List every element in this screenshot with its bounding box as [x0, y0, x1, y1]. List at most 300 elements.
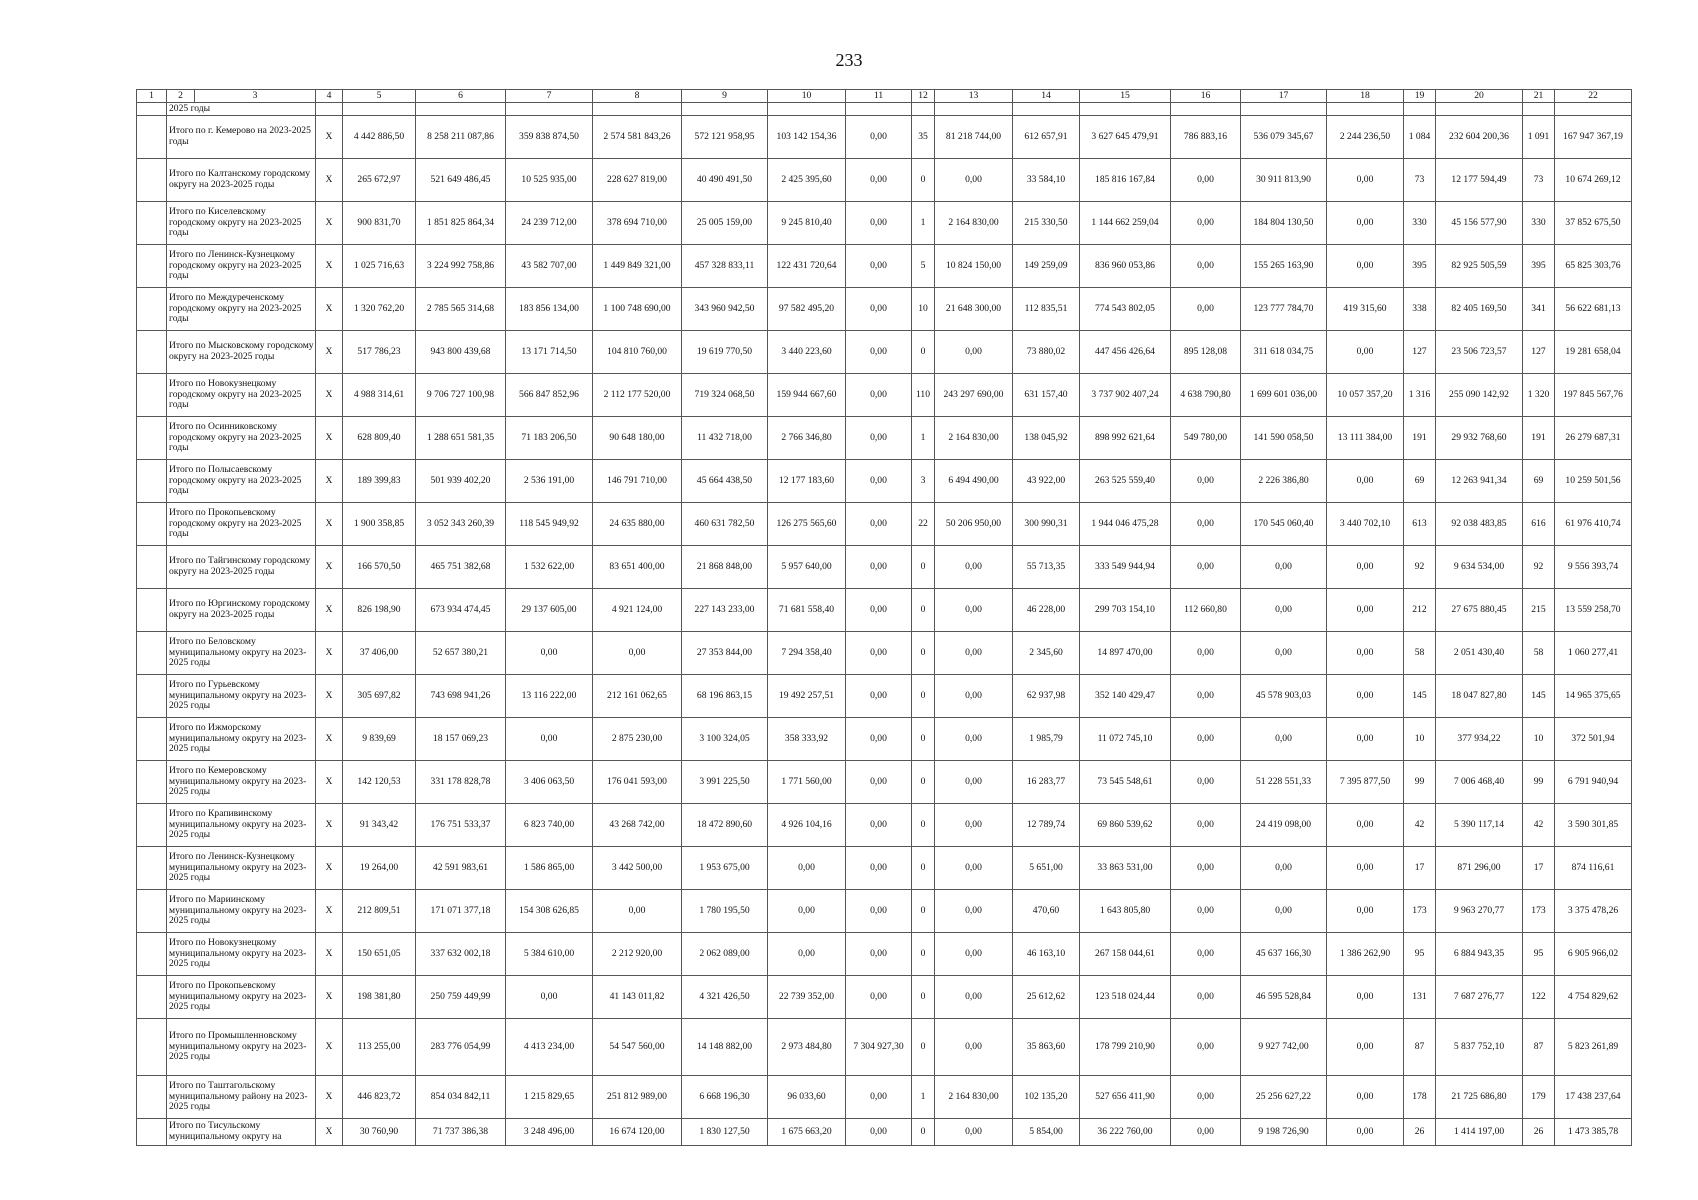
table-cell-c18: 0,00 — [1327, 847, 1404, 890]
column-header: 2 — [167, 90, 195, 103]
table-cell-c7: 5 384 610,00 — [506, 933, 593, 976]
table-cell-c6: 854 034 842,11 — [416, 1076, 506, 1119]
table-cell-c12: 0 — [912, 1019, 935, 1076]
table-cell-c22: 5 823 261,89 — [1555, 1019, 1632, 1076]
table-cell-c7: 3 406 063,50 — [506, 761, 593, 804]
table-cell-c14: 138 045,92 — [1013, 417, 1080, 460]
table-cell-c9: 4 321 426,50 — [682, 976, 768, 1019]
table-cell-c18: 0,00 — [1327, 546, 1404, 589]
table-cell-c4: X — [316, 116, 343, 159]
row-name: Итого по Беловскому муниципальному округу на 2023-2025 годы — [167, 632, 316, 675]
table-cell-c12: 0 — [912, 761, 935, 804]
table-cell-c16: 0,00 — [1171, 890, 1241, 933]
table-cell-c6: 9 706 727 100,98 — [416, 374, 506, 417]
table-cell-c14: 73 880,02 — [1013, 331, 1080, 374]
table-cell-c20: 18 047 827,80 — [1436, 675, 1523, 718]
table-row — [137, 202, 1632, 245]
column-header: 9 — [682, 90, 768, 103]
column-header: 11 — [846, 90, 912, 103]
continuation-row — [137, 103, 1632, 116]
table-cell-c19: 10 — [1404, 718, 1436, 761]
table-cell-c16: 0,00 — [1171, 159, 1241, 202]
table-cell-c8: 2 875 230,00 — [593, 718, 682, 761]
table-cell-c5: 265 672,97 — [343, 159, 416, 202]
table-cell-c10: 1 771 560,00 — [768, 761, 846, 804]
table-cell-c19: 178 — [1404, 1076, 1436, 1119]
table-cell-c13: 10 824 150,00 — [935, 245, 1013, 288]
table-cell-c13: 0,00 — [935, 804, 1013, 847]
table-cell — [137, 847, 167, 890]
table-cell-c6: 2 785 565 314,68 — [416, 288, 506, 331]
table-cell-c11: 0,00 — [846, 417, 912, 460]
table-cell-c8: 378 694 710,00 — [593, 202, 682, 245]
table-cell-c18: 2 244 236,50 — [1327, 116, 1404, 159]
table-cell-c10: 122 431 720,64 — [768, 245, 846, 288]
table-cell-c10: 0,00 — [768, 890, 846, 933]
table-cell-c21: 1 091 — [1523, 116, 1555, 159]
table-cell-c13: 21 648 300,00 — [935, 288, 1013, 331]
table-cell — [137, 675, 167, 718]
table-cell-c12: 0 — [912, 675, 935, 718]
table-cell-c8: 228 627 819,00 — [593, 159, 682, 202]
table-cell-c19: 73 — [1404, 159, 1436, 202]
table-row — [137, 1119, 1632, 1146]
table-cell-c15: 263 525 559,40 — [1080, 460, 1171, 503]
table-cell-c9: 2 062 089,00 — [682, 933, 768, 976]
table-cell — [137, 546, 167, 589]
table-cell-c9: 227 143 233,00 — [682, 589, 768, 632]
table-cell — [137, 1119, 167, 1146]
table-cell-c19: 173 — [1404, 890, 1436, 933]
table-cell-c12: 110 — [912, 374, 935, 417]
table-cell-c22: 61 976 410,74 — [1555, 503, 1632, 546]
table-cell-c21: 73 — [1523, 159, 1555, 202]
table-cell-c8: 16 674 120,00 — [593, 1119, 682, 1146]
table-cell-c13: 0,00 — [935, 761, 1013, 804]
table-cell-c5: 37 406,00 — [343, 632, 416, 675]
table-cell — [137, 331, 167, 374]
table-cell-c9: 27 353 844,00 — [682, 632, 768, 675]
table-cell-c6: 3 224 992 758,86 — [416, 245, 506, 288]
table-cell-c15: 1 643 805,80 — [1080, 890, 1171, 933]
row-name: Итого по Прокопьевскому муниципальному округу на 2023-2025 годы — [167, 976, 316, 1019]
table-cell-c11: 7 304 927,30 — [846, 1019, 912, 1076]
table-cell-c6: 3 052 343 260,39 — [416, 503, 506, 546]
table-cell-c14: 46 228,00 — [1013, 589, 1080, 632]
table-cell-c15: 333 549 944,94 — [1080, 546, 1171, 589]
table-cell-c5: 305 697,82 — [343, 675, 416, 718]
table-cell-c9: 1 780 195,50 — [682, 890, 768, 933]
table-cell-c12: 0 — [912, 159, 935, 202]
table-cell-c10: 5 957 640,00 — [768, 546, 846, 589]
table-cell-c19: 395 — [1404, 245, 1436, 288]
table-row — [137, 116, 1632, 159]
table-cell-c12: 1 — [912, 1076, 935, 1119]
table-cell-c15: 14 897 470,00 — [1080, 632, 1171, 675]
table-cell-c16: 549 780,00 — [1171, 417, 1241, 460]
table-cell-c14: 55 713,35 — [1013, 546, 1080, 589]
table-cell-c14: 33 584,10 — [1013, 159, 1080, 202]
table-cell-c5: 91 343,42 — [343, 804, 416, 847]
row-name: Итого по г. Кемерово на 2023-2025 годы — [167, 116, 316, 159]
table-cell-c9: 21 868 848,00 — [682, 546, 768, 589]
table-cell-c17: 0,00 — [1241, 847, 1327, 890]
table-cell-c5: 4 988 314,61 — [343, 374, 416, 417]
table-row — [137, 761, 1632, 804]
table-cell-c12: 0 — [912, 632, 935, 675]
table-cell-c20: 9 963 270,77 — [1436, 890, 1523, 933]
table-cell-c11: 0,00 — [846, 933, 912, 976]
table-cell-c19: 87 — [1404, 1019, 1436, 1076]
table-cell-c19: 145 — [1404, 675, 1436, 718]
table-cell — [1404, 103, 1436, 116]
table-cell-c4: X — [316, 1076, 343, 1119]
table-cell — [137, 804, 167, 847]
table-cell-c11: 0,00 — [846, 116, 912, 159]
table-cell-c18: 0,00 — [1327, 632, 1404, 675]
table-cell-c10: 1 675 663,20 — [768, 1119, 846, 1146]
table-cell-c4: X — [316, 804, 343, 847]
column-header: 19 — [1404, 90, 1436, 103]
table-cell-c5: 19 264,00 — [343, 847, 416, 890]
table-cell-c10: 2 766 346,80 — [768, 417, 846, 460]
table-cell-c19: 1 316 — [1404, 374, 1436, 417]
table-cell-c10: 19 492 257,51 — [768, 675, 846, 718]
table-cell-c22: 197 845 567,76 — [1555, 374, 1632, 417]
column-header: 7 — [506, 90, 593, 103]
table-cell-c16: 0,00 — [1171, 1076, 1241, 1119]
table-cell-c14: 470,60 — [1013, 890, 1080, 933]
table-cell-c15: 352 140 429,47 — [1080, 675, 1171, 718]
table-cell-c16: 0,00 — [1171, 675, 1241, 718]
table-cell-c19: 131 — [1404, 976, 1436, 1019]
table-cell-c9: 11 432 718,00 — [682, 417, 768, 460]
table-cell-c16: 0,00 — [1171, 546, 1241, 589]
table-cell-c15: 69 860 539,62 — [1080, 804, 1171, 847]
table-cell-c15: 36 222 760,00 — [1080, 1119, 1171, 1146]
table-cell-c16: 0,00 — [1171, 976, 1241, 1019]
row-name: Итого по Ижморскому муниципальному округу на 2023-2025 годы — [167, 718, 316, 761]
table-cell-c15: 299 703 154,10 — [1080, 589, 1171, 632]
table-cell-c22: 10 259 501,56 — [1555, 460, 1632, 503]
table-row — [137, 804, 1632, 847]
table-cell-c11: 0,00 — [846, 675, 912, 718]
table-cell-c9: 3 991 225,50 — [682, 761, 768, 804]
table-cell-c17: 123 777 784,70 — [1241, 288, 1327, 331]
table-cell-c11: 0,00 — [846, 976, 912, 1019]
table-cell-c20: 6 884 943,35 — [1436, 933, 1523, 976]
table-cell-c4: X — [316, 288, 343, 331]
table-cell-c21: 17 — [1523, 847, 1555, 890]
table-cell-c20: 27 675 880,45 — [1436, 589, 1523, 632]
table-cell-c16: 0,00 — [1171, 245, 1241, 288]
table-cell-c17: 0,00 — [1241, 546, 1327, 589]
table-cell-c10: 358 333,92 — [768, 718, 846, 761]
table-cell-c15: 11 072 745,10 — [1080, 718, 1171, 761]
table-cell-c17: 9 927 742,00 — [1241, 1019, 1327, 1076]
table-cell-c15: 178 799 210,90 — [1080, 1019, 1171, 1076]
table-cell-c9: 18 472 890,60 — [682, 804, 768, 847]
table-cell-c19: 42 — [1404, 804, 1436, 847]
table-cell-c14: 300 990,31 — [1013, 503, 1080, 546]
table-cell-c15: 73 545 548,61 — [1080, 761, 1171, 804]
table-cell-c7: 566 847 852,96 — [506, 374, 593, 417]
table-cell-c20: 232 604 200,36 — [1436, 116, 1523, 159]
table-cell-c20: 92 038 483,85 — [1436, 503, 1523, 546]
table-cell-c17: 155 265 163,90 — [1241, 245, 1327, 288]
table-cell-c5: 150 651,05 — [343, 933, 416, 976]
table-cell-c4: X — [316, 761, 343, 804]
table-cell-c14: 102 135,20 — [1013, 1076, 1080, 1119]
table-cell — [137, 503, 167, 546]
table-cell — [137, 460, 167, 503]
table-cell-c21: 395 — [1523, 245, 1555, 288]
table-cell-c5: 30 760,90 — [343, 1119, 416, 1146]
table-cell-c19: 95 — [1404, 933, 1436, 976]
table-cell-c9: 572 121 958,95 — [682, 116, 768, 159]
table-cell-c7: 1 215 829,65 — [506, 1076, 593, 1119]
table-cell-c17: 2 226 386,80 — [1241, 460, 1327, 503]
table-cell-c16: 0,00 — [1171, 632, 1241, 675]
table-cell-c5: 9 839,69 — [343, 718, 416, 761]
table-row — [137, 546, 1632, 589]
column-number-row — [137, 90, 1632, 103]
table-cell-c6: 71 737 386,38 — [416, 1119, 506, 1146]
table-cell-c16: 112 660,80 — [1171, 589, 1241, 632]
table-cell-c10: 126 275 565,60 — [768, 503, 846, 546]
table-cell-c7: 2 536 191,00 — [506, 460, 593, 503]
table-row — [137, 890, 1632, 933]
row-name: Итого по Ленинск-Кузнецкому муниципальному округу на 2023-2025 годы — [167, 847, 316, 890]
table-cell-c8: 146 791 710,00 — [593, 460, 682, 503]
table-row — [137, 245, 1632, 288]
table-cell-c12: 1 — [912, 202, 935, 245]
table-cell-c5: 1 900 358,85 — [343, 503, 416, 546]
table-cell — [593, 103, 682, 116]
table-cell-c20: 45 156 577,90 — [1436, 202, 1523, 245]
table-cell-c22: 9 556 393,74 — [1555, 546, 1632, 589]
table-cell-c8: 24 635 880,00 — [593, 503, 682, 546]
table-cell-c13: 6 494 490,00 — [935, 460, 1013, 503]
table-cell-c13: 2 164 830,00 — [935, 417, 1013, 460]
table-cell-c7: 43 582 707,00 — [506, 245, 593, 288]
table-cell-c20: 2 051 430,40 — [1436, 632, 1523, 675]
table-cell-c21: 215 — [1523, 589, 1555, 632]
table-cell-c11: 0,00 — [846, 1076, 912, 1119]
table-cell-c12: 22 — [912, 503, 935, 546]
table-cell-c8: 2 212 920,00 — [593, 933, 682, 976]
table-cell-c11: 0,00 — [846, 374, 912, 417]
table-cell-c15: 3 737 902 407,24 — [1080, 374, 1171, 417]
table-cell-c10: 96 033,60 — [768, 1076, 846, 1119]
table-row — [137, 417, 1632, 460]
table-cell — [1555, 103, 1632, 116]
table-cell — [137, 245, 167, 288]
table-row — [137, 331, 1632, 374]
table-cell-c20: 7 006 468,40 — [1436, 761, 1523, 804]
table-cell-c6: 337 632 002,18 — [416, 933, 506, 976]
table-cell-c17: 0,00 — [1241, 632, 1327, 675]
table-cell-c8: 2 574 581 843,26 — [593, 116, 682, 159]
row-name: Итого по Крапивинскому муниципальному округу на 2023-2025 годы — [167, 804, 316, 847]
column-header: 6 — [416, 90, 506, 103]
table-cell-c11: 0,00 — [846, 331, 912, 374]
table-cell-c10: 2 973 484,80 — [768, 1019, 846, 1076]
table-cell-c22: 37 852 675,50 — [1555, 202, 1632, 245]
table-cell — [137, 202, 167, 245]
table-cell-c20: 29 932 768,60 — [1436, 417, 1523, 460]
table-cell-c20: 12 263 941,34 — [1436, 460, 1523, 503]
table-row — [137, 718, 1632, 761]
table-cell-c13: 0,00 — [935, 331, 1013, 374]
column-header: 20 — [1436, 90, 1523, 103]
table-cell-c9: 460 631 782,50 — [682, 503, 768, 546]
table-cell — [137, 890, 167, 933]
table-cell-c18: 0,00 — [1327, 1019, 1404, 1076]
table-cell-c8: 83 651 400,00 — [593, 546, 682, 589]
table-cell-c18: 1 386 262,90 — [1327, 933, 1404, 976]
table-cell-c10: 97 582 495,20 — [768, 288, 846, 331]
row-name: Итого по Новокузнецкому муниципальному округу на 2023-2025 годы — [167, 933, 316, 976]
column-header: 1 — [137, 90, 167, 103]
table-cell-c10: 7 294 358,40 — [768, 632, 846, 675]
table-cell-c11: 0,00 — [846, 890, 912, 933]
table-cell-c21: 191 — [1523, 417, 1555, 460]
table-cell-c16: 786 883,16 — [1171, 116, 1241, 159]
table-cell-c18: 0,00 — [1327, 1119, 1404, 1146]
column-header: 22 — [1555, 90, 1632, 103]
table-cell-c17: 45 637 166,30 — [1241, 933, 1327, 976]
table-cell-c22: 3 590 301,85 — [1555, 804, 1632, 847]
table-cell — [137, 761, 167, 804]
table-cell-c12: 0 — [912, 890, 935, 933]
table-cell-c16: 0,00 — [1171, 718, 1241, 761]
table-cell-c7: 71 183 206,50 — [506, 417, 593, 460]
table-cell-c14: 5 854,00 — [1013, 1119, 1080, 1146]
table-cell-c12: 3 — [912, 460, 935, 503]
table-cell-c19: 58 — [1404, 632, 1436, 675]
table-cell-c14: 35 863,60 — [1013, 1019, 1080, 1076]
table-cell-c12: 0 — [912, 546, 935, 589]
table-cell-c21: 99 — [1523, 761, 1555, 804]
column-header: 14 — [1013, 90, 1080, 103]
table-cell-c4: X — [316, 503, 343, 546]
table-cell-c7: 0,00 — [506, 718, 593, 761]
table-cell-c9: 25 005 159,00 — [682, 202, 768, 245]
table-cell-c13: 0,00 — [935, 847, 1013, 890]
row-name: Итого по Кемеровскому муниципальному округу на 2023-2025 годы — [167, 761, 316, 804]
table-row — [137, 159, 1632, 202]
table-cell-c15: 836 960 053,86 — [1080, 245, 1171, 288]
table-cell-c19: 212 — [1404, 589, 1436, 632]
row-name: Итого по Киселевскому городскому округу на 2023-2025 годы — [167, 202, 316, 245]
table-cell-c18: 419 315,60 — [1327, 288, 1404, 331]
table-cell-c12: 0 — [912, 847, 935, 890]
table-cell-c7: 24 239 712,00 — [506, 202, 593, 245]
table-cell-c19: 338 — [1404, 288, 1436, 331]
column-header: 4 — [316, 90, 343, 103]
table-cell — [316, 103, 343, 116]
table-cell-c8: 43 268 742,00 — [593, 804, 682, 847]
table-cell-c15: 447 456 426,64 — [1080, 331, 1171, 374]
table-cell-c7: 1 586 865,00 — [506, 847, 593, 890]
table-row — [137, 1076, 1632, 1119]
table-cell-c13: 243 297 690,00 — [935, 374, 1013, 417]
table-cell-c21: 173 — [1523, 890, 1555, 933]
table-cell-c15: 1 144 662 259,04 — [1080, 202, 1171, 245]
table-cell-c7: 0,00 — [506, 632, 593, 675]
table-cell-c7: 13 171 714,50 — [506, 331, 593, 374]
table-cell-c11: 0,00 — [846, 245, 912, 288]
table-row — [137, 847, 1632, 890]
table-cell-c20: 21 725 686,80 — [1436, 1076, 1523, 1119]
row-name: Итого по Мысковскому городскому округу на 2023-2025 годы — [167, 331, 316, 374]
table-cell-c20: 82 405 169,50 — [1436, 288, 1523, 331]
table-cell-c10: 4 926 104,16 — [768, 804, 846, 847]
table-cell-c21: 26 — [1523, 1119, 1555, 1146]
table-cell-c10: 0,00 — [768, 847, 846, 890]
table-cell-c10: 159 944 667,60 — [768, 374, 846, 417]
table-cell-c8: 104 810 760,00 — [593, 331, 682, 374]
table-cell-c6: 250 759 449,99 — [416, 976, 506, 1019]
table-cell-c16: 4 638 790,80 — [1171, 374, 1241, 417]
table-cell-c19: 69 — [1404, 460, 1436, 503]
table-cell-c18: 0,00 — [1327, 675, 1404, 718]
table-cell — [935, 103, 1013, 116]
table-cell-c11: 0,00 — [846, 159, 912, 202]
table-cell — [137, 116, 167, 159]
table-cell-c9: 1 953 675,00 — [682, 847, 768, 890]
table-cell-c7: 183 856 134,00 — [506, 288, 593, 331]
table-cell-c14: 612 657,91 — [1013, 116, 1080, 159]
table-cell-c5: 189 399,83 — [343, 460, 416, 503]
table-cell-c8: 54 547 560,00 — [593, 1019, 682, 1076]
table-cell-c14: 215 330,50 — [1013, 202, 1080, 245]
table-cell-c5: 166 570,50 — [343, 546, 416, 589]
table-cell-c5: 142 120,53 — [343, 761, 416, 804]
table-cell — [416, 103, 506, 116]
table-cell-c8: 4 921 124,00 — [593, 589, 682, 632]
table-cell-c11: 0,00 — [846, 718, 912, 761]
table-cell-c21: 10 — [1523, 718, 1555, 761]
table-cell-c12: 0 — [912, 718, 935, 761]
column-header: 10 — [768, 90, 846, 103]
table-cell-c21: 1 320 — [1523, 374, 1555, 417]
table-cell-c5: 1 320 762,20 — [343, 288, 416, 331]
table-cell-c10: 103 142 154,36 — [768, 116, 846, 159]
table-cell-c19: 92 — [1404, 546, 1436, 589]
table-cell-c13: 0,00 — [935, 546, 1013, 589]
table-cell-c17: 0,00 — [1241, 589, 1327, 632]
table-cell-c22: 3 375 478,26 — [1555, 890, 1632, 933]
table-cell-c15: 774 543 802,05 — [1080, 288, 1171, 331]
table-cell-c5: 212 809,51 — [343, 890, 416, 933]
table-cell-c22: 13 559 258,70 — [1555, 589, 1632, 632]
table-cell — [137, 159, 167, 202]
table-row — [137, 460, 1632, 503]
table-cell-c8: 41 143 011,82 — [593, 976, 682, 1019]
row-name: Итого по Тисульскому муниципальному округу на — [167, 1119, 316, 1146]
table-cell-c18: 0,00 — [1327, 804, 1404, 847]
report-table-body — [137, 90, 1632, 1146]
table-cell-c9: 68 196 863,15 — [682, 675, 768, 718]
row-name: Итого по Юргинскому городскому округу на 2023-2025 годы — [167, 589, 316, 632]
row-name: Итого по Тайгинскому городскому округу на 2023-2025 годы — [167, 546, 316, 589]
table-cell-c20: 377 934,22 — [1436, 718, 1523, 761]
table-row — [137, 374, 1632, 417]
table-cell-c4: X — [316, 245, 343, 288]
table-cell — [137, 374, 167, 417]
